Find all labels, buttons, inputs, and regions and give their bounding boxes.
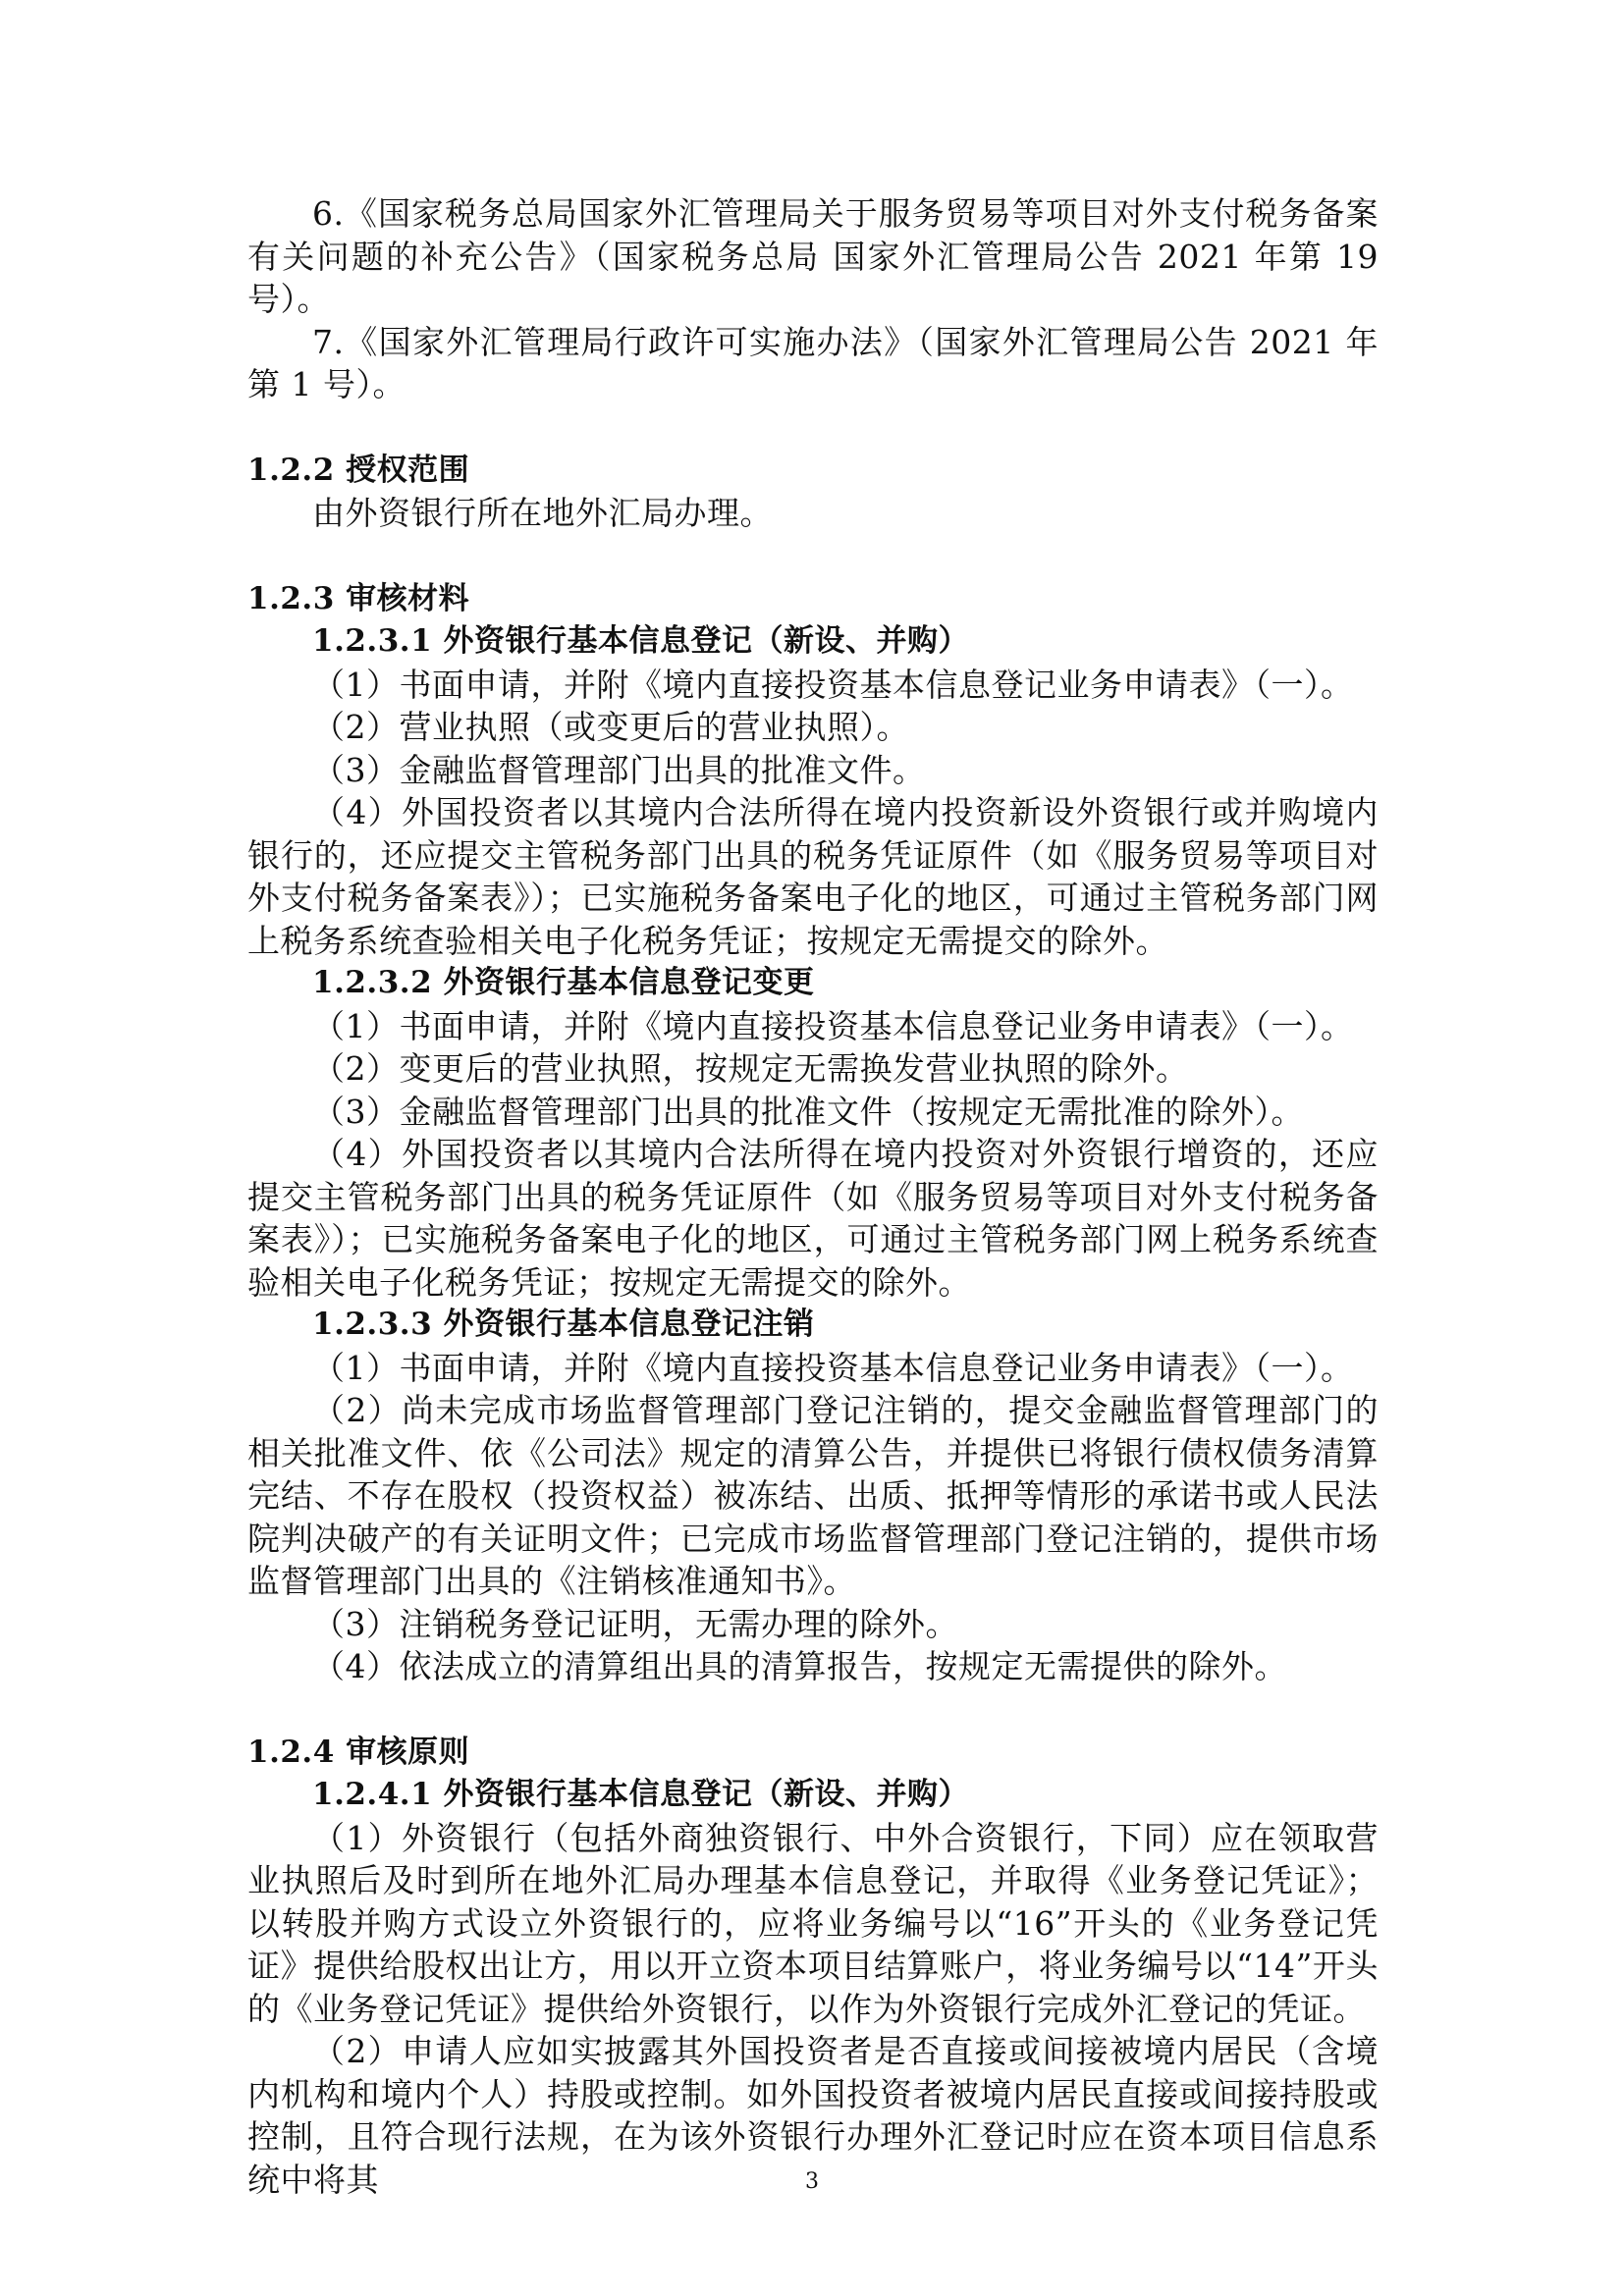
section-heading-1-2-3: 1.2.3 审核材料 — [247, 580, 470, 616]
list-item: （4）依法成立的清算组出具的清算报告，按规定无需提供的除外。 — [312, 1647, 1287, 1685]
paragraph-item-7: 7.《国家外汇管理局行政许可实施办法》（国家外汇管理局公告 2021 年第 1 号）。 — [247, 322, 1379, 403]
list-item: （4）外国投资者以其境内合法所得在境内投资新设外资银行或并购境内银行的，还应提交主管税务部门出具的税务凭证原件（如《服务贸易等项目对外支付税务备案表》）；已实施税务备案电子化的地区，可通过主管税务部门网上税务系统查验相关电子化税务凭证；按规定无需提交的除外。 — [247, 793, 1379, 960]
list-item: （2）营业执照（或变更后的营业执照）。 — [312, 708, 909, 746]
list-item: （2）尚未完成市场监督管理部门登记注销的，提交金融监督管理部门的相关批准文件、依《公司法》规定的清算公告，并提供已将银行债权债务清算完结、不存在股权（投资权益）被冻结、出质、抵押等情形的承诺书或人民法院判决破产的有关证明文件；已完成市场监督管理部门登记注销的，提供市场监督管理部门出具的《注销核准通知书》。 — [247, 1391, 1379, 1600]
list-item: （3）金融监督管理部门出具的批准文件（按规定无需批准的除外）。 — [312, 1092, 1304, 1131]
list-item: （1）外资银行（包括外商独资银行、中外合资银行，下同）应在领取营业执照后及时到所在地外汇局办理基本信息登记，并取得《业务登记凭证》；以转股并购方式设立外资银行的，应将业务编号以“16”开头的《业务登记凭证》提供给股权出让方，用以开立资本项目结算账户，将业务编号以“14”开头的《业务登记凭证》提供给外资银行，以作为外资银行完成外汇登记的凭证。 — [247, 1818, 1379, 2028]
list-item: （2）变更后的营业执照，按规定无需换发营业执照的除外。 — [312, 1049, 1189, 1088]
list-item: （3）注销税务登记证明，无需办理的除外。 — [312, 1604, 958, 1643]
list-item: （2）申请人应如实披露其外国投资者是否直接或间接被境内居民（含境内机构和境内个人）持股或控制。如外国投资者被境内居民直接或间接持股或控制，且符合现行法规，在为该外资银行办理外汇登记时应在资本项目信息系统中将其 — [247, 2032, 1379, 2199]
subsection-heading-1-2-4-1: 1.2.4.1 外资银行基本信息登记（新设、并购） — [312, 1777, 969, 1812]
section-heading-1-2-2: 1.2.2 授权范围 — [247, 452, 470, 488]
list-item: （4）外国投资者以其境内合法所得在境内投资对外资银行增资的，还应提交主管税务部门出具的税务凭证原件（如《服务贸易等项目对外支付税务备案表》）；已实施税务备案电子化的地区，可通过主管税务部门网上税务系统查验相关电子化税务凭证；按规定无需提交的除外。 — [247, 1135, 1379, 1302]
subsection-heading-1-2-3-3: 1.2.3.3 外资银行基本信息登记注销 — [312, 1307, 815, 1342]
subsection-heading-1-2-3-1: 1.2.3.1 外资银行基本信息登记（新设、并购） — [312, 623, 969, 659]
section-heading-1-2-4: 1.2.4 审核原则 — [247, 1734, 470, 1770]
list-item: （1）书面申请，并附《境内直接投资基本信息登记业务申请表》（一）。 — [312, 665, 1354, 704]
list-item: （1）书面申请，并附《境内直接投资基本信息登记业务申请表》（一）。 — [312, 1348, 1354, 1387]
paragraph-authorization-scope: 由外资银行所在地外汇局办理。 — [312, 494, 773, 532]
paragraph-item-6: 6.《国家税务总局国家外汇管理局关于服务贸易等项目对外支付税务备案有关问题的补充公告》（国家税务总局 国家外汇管理局公告 2021 年第 19 号）。 — [247, 194, 1379, 318]
list-item: （1）书面申请，并附《境内直接投资基本信息登记业务申请表》（一）。 — [312, 1006, 1354, 1045]
document-body — [247, 192, 1379, 2201]
list-item: （3）金融监督管理部门出具的批准文件。 — [312, 750, 926, 789]
subsection-heading-1-2-3-2: 1.2.3.2 外资银行基本信息登记变更 — [312, 965, 815, 1000]
page-number: 3 — [805, 2169, 819, 2194]
